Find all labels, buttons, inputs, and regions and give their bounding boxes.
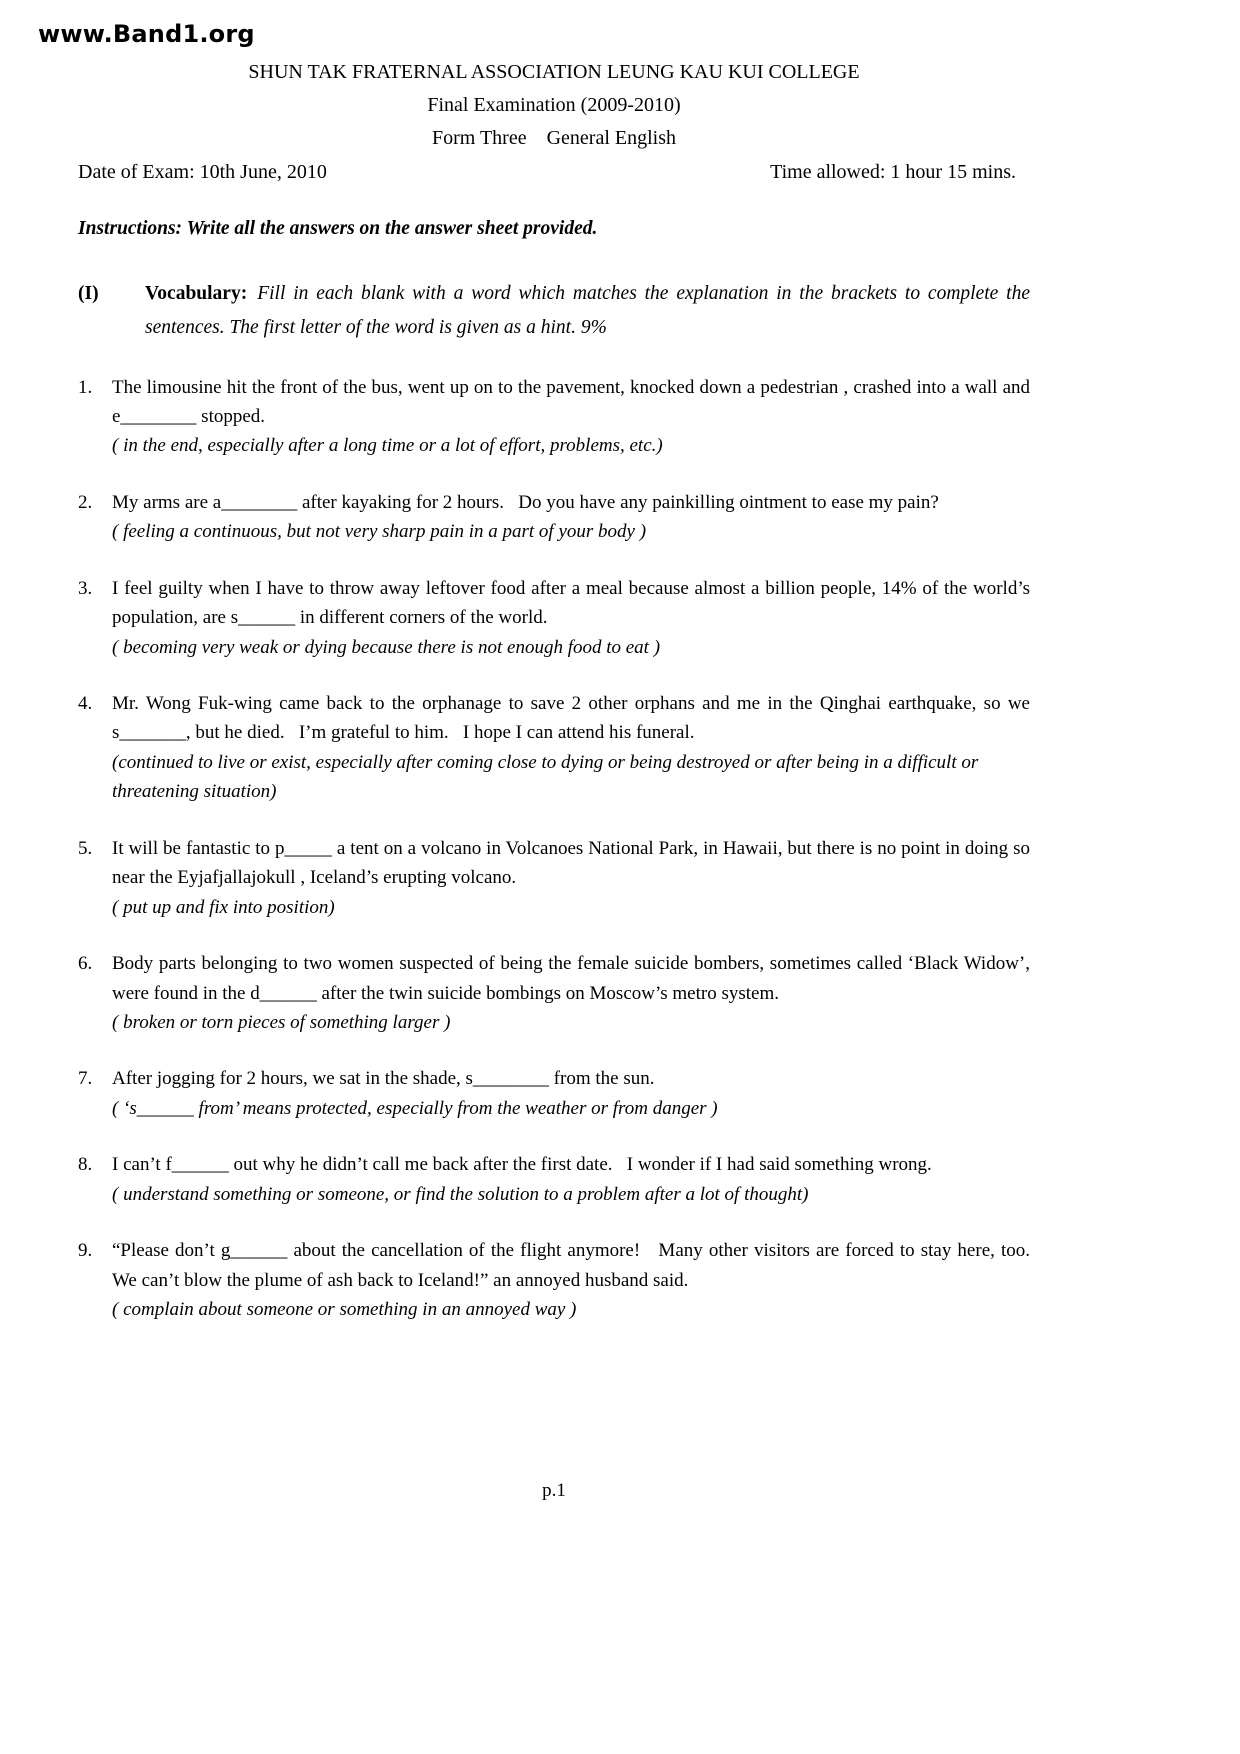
question-body [112,574,1035,662]
exam-title: Final Examination (2009-2010) [427,94,681,116]
question-text: I feel guilty when I have to throw away leftover food after a meal because almost a billion people, 14% of the world’s population, are s______ in different corners of the world. [112,577,1035,629]
question-text: The limousine hit the front of the bus, went up on to the pavement, knocked down a pedestrian , crashed into a wall and e________ stopped. [112,376,1035,427]
question-body [112,1064,1030,1123]
question-item [78,574,1035,662]
question-text: Mr. Wong Fuk-wing came back to the orphanage to save 2 other orphans and me in the Qinghai earthquake, so we s_______, but he died. I’m grateful to him. I hope I can attend his funeral. [112,693,1035,744]
question-number: 8. [78,1154,93,1176]
question-number: 1. [78,376,93,398]
question-hint: (continued to live or exist, especially after coming close to dying or being destroyed or after being in a difficult or threatening situation) [112,751,984,803]
question-item [78,1236,1045,1324]
question-item [78,1064,1030,1123]
school-name: SHUN TAK FRATERNAL ASSOCIATION LEUNG KAU KUI COLLEGE [248,61,860,83]
question-body [112,689,1035,807]
section-title: Vocabulary: [145,283,248,305]
question-text: I can’t f______ out why he didn’t call me back after the first date. I wonder if I had said something wrong. [112,1154,932,1176]
form-subject-line: Form Three General English [431,127,676,149]
question-body [112,949,1035,1037]
question-text: “Please don’t g______ about the cancellation of the flight anymore! Many other visitors are forced to stay here, too. We can’t blow the plume of ash back to Iceland!” an annoyed husband said. [112,1240,1045,1291]
question-body [112,488,1030,547]
question-item [78,373,1035,461]
question-list [78,373,1045,1325]
question-number: 7. [78,1068,93,1090]
exam-date: Date of Exam: 10th June, 2010 [78,161,327,183]
question-body [112,1236,1045,1324]
question-body [112,834,1035,922]
question-number: 2. [78,491,93,513]
question-text: It will be fantastic to p_____ a tent on a volcano in Volcanoes National Park, in Hawaii, but there is no point in doing so near the Eyjafjallajokull , Iceland’s erupting volcano. [112,837,1035,889]
watermark: www.Band1.org [38,20,255,48]
section-number: (I) [78,283,99,305]
question-hint: ( complain about someone or something in an annoyed way ) [112,1299,577,1320]
question-hint: ( put up and fix into position) [112,896,335,918]
question-item [78,834,1035,922]
question-item [78,488,1030,547]
question-text: Body parts belonging to two women suspected of being the female suicide bombers, sometimes called ‘Black Widow’, were found in the d______ after the twin suicide bombings on Moscow’s metro system. [112,953,1035,1004]
question-hint: ( in the end, especially after a long time or a lot of effort, problems, etc.) [112,435,663,457]
time-allowed: Time allowed: 1 hour 15 mins. [770,161,1016,183]
question-number: 3. [78,577,93,599]
page-number: p.1 [542,1480,566,1502]
question-item [78,689,1035,807]
question-hint: ( feeling a continuous, but not very sharp pain in a part of your body ) [112,521,647,543]
section-heading [78,277,1030,345]
question-number: 4. [78,693,93,714]
question-item [78,949,1035,1037]
question-hint: ( broken or torn pieces of something larger ) [112,1011,451,1033]
question-number: 6. [78,953,93,975]
question-number: 9. [78,1240,93,1262]
question-hint: ( becoming very weak or dying because there is not enough food to eat ) [112,636,661,658]
question-body [112,1150,1030,1209]
section-body [145,277,1030,345]
question-body [112,373,1035,461]
question-hint: ( understand something or someone, or find the solution to a problem after a lot of thought) [112,1183,809,1205]
instructions-line: Instructions: Write all the answers on the answer sheet provided. [78,218,598,239]
section-description: Fill in each blank with a word which matches the explanation in the brackets to complete the sentences. The first letter of the word is given as a hint. 9% [145,283,1030,339]
question-text: After jogging for 2 hours, we sat in the shade, s________ from the sun. [112,1068,655,1090]
question-number: 5. [78,837,93,859]
question-item [78,1150,1030,1209]
document-content [78,0,1045,1502]
exam-meta-row [78,158,1030,186]
question-text: My arms are a________ after kayaking for 2 hours. Do you have any painkilling ointment to ease my pain? [112,491,939,513]
question-hint: ( ‘s______ from’ means protected, especially from the weather or from danger ) [112,1097,718,1119]
